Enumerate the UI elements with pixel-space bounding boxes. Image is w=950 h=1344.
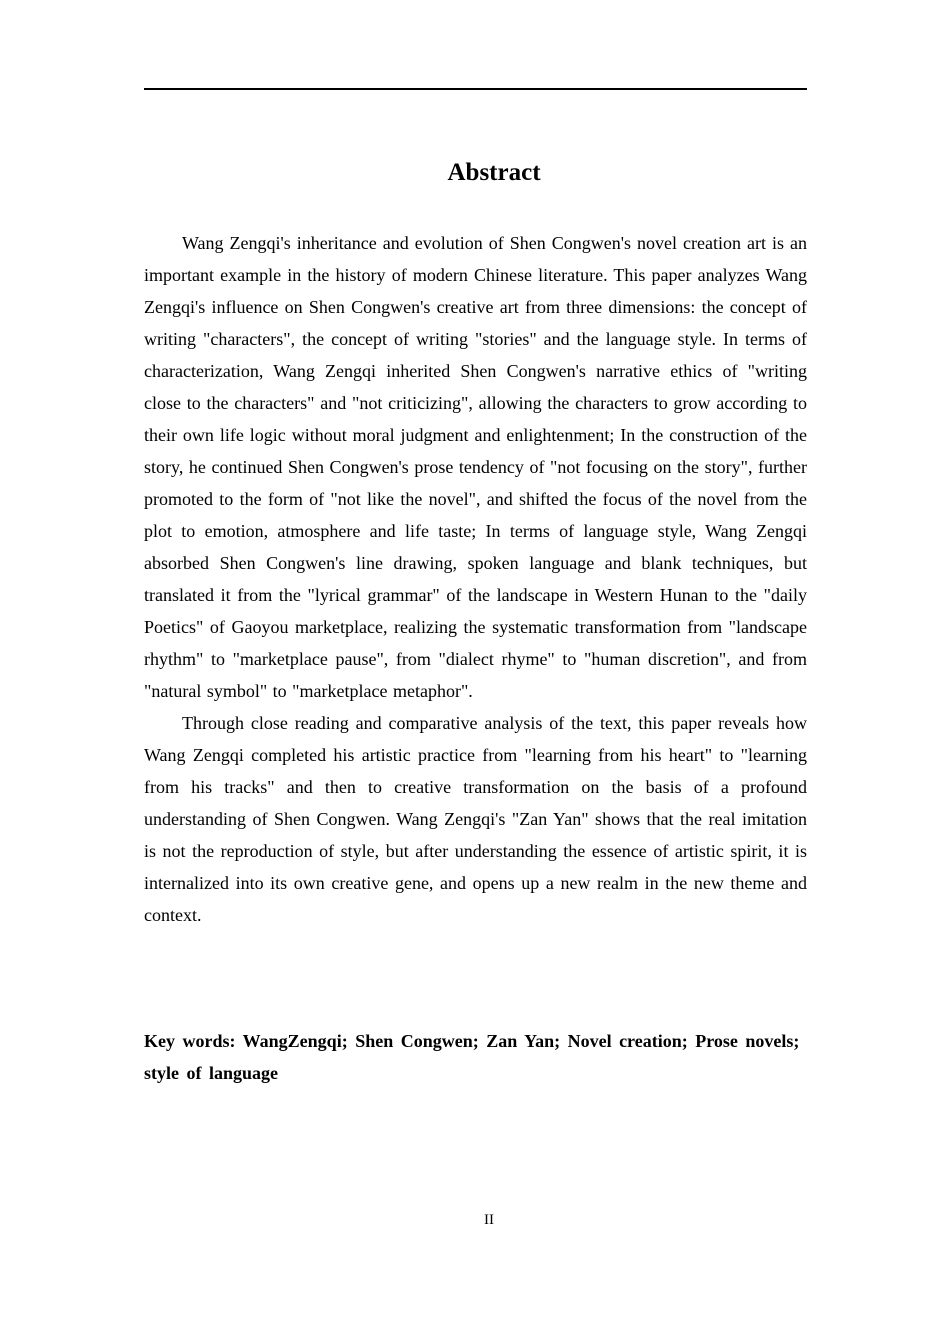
abstract-body (144, 227, 807, 931)
header-rule (144, 88, 807, 90)
abstract-paragraph-1: Wang Zengqi's inheritance and evolution of Shen Congwen's novel creation art is an important example in the history of modern Chinese literature. This paper analyzes Wang Zengqi's influence on Shen Congwen's creative art from three dimensions: the concept of writing "characters", the concept of writing "stories" and the language style. In terms of characterization, Wang Zengqi inherited Shen Congwen's narrative ethics of "writing close to the characters" and "not criticizing", allowing the characters to grow according to their own life logic without moral judgment and enlightenment; In the construction of the story, he continued Shen Congwen's prose tendency of "not focusing on the story", further promoted to the form of "not like the novel", and shifted the focus of the novel from the plot to emotion, atmosphere and life taste; In terms of language style, Wang Zengqi absorbed Shen Congwen's line drawing, spoken language and blank techniques, but translated it from the "lyrical grammar" of the landscape in Western Hunan to the "daily Poetics" of Gaoyou marketplace, realizing the systematic transformation from "landscape rhythm" to "marketplace pause", from "dialect rhyme" to "human discretion", and from "natural symbol" to "marketplace metaphor". (144, 233, 807, 701)
keywords: Key words: WangZengqi; Shen Congwen; Zan Yan; Novel creation; Prose novels; style of language (144, 1031, 800, 1083)
abstract-paragraph-2: Through close reading and comparative analysis of the text, this paper reveals how Wang Zengqi completed his artistic practice from "learning from his heart" to "learning from his tracks" and then to creative transformation on the basis of a profound understanding of Shen Congwen. Wang Zengqi's "Zan Yan" shows that the real imitation is not the reproduction of style, but after understanding the essence of artistic spirit, it is internalized into its own creative gene, and opens up a new realm in the new theme and context. (144, 713, 807, 925)
page-title: Abstract (447, 159, 541, 186)
page-number: II (484, 1212, 494, 1228)
